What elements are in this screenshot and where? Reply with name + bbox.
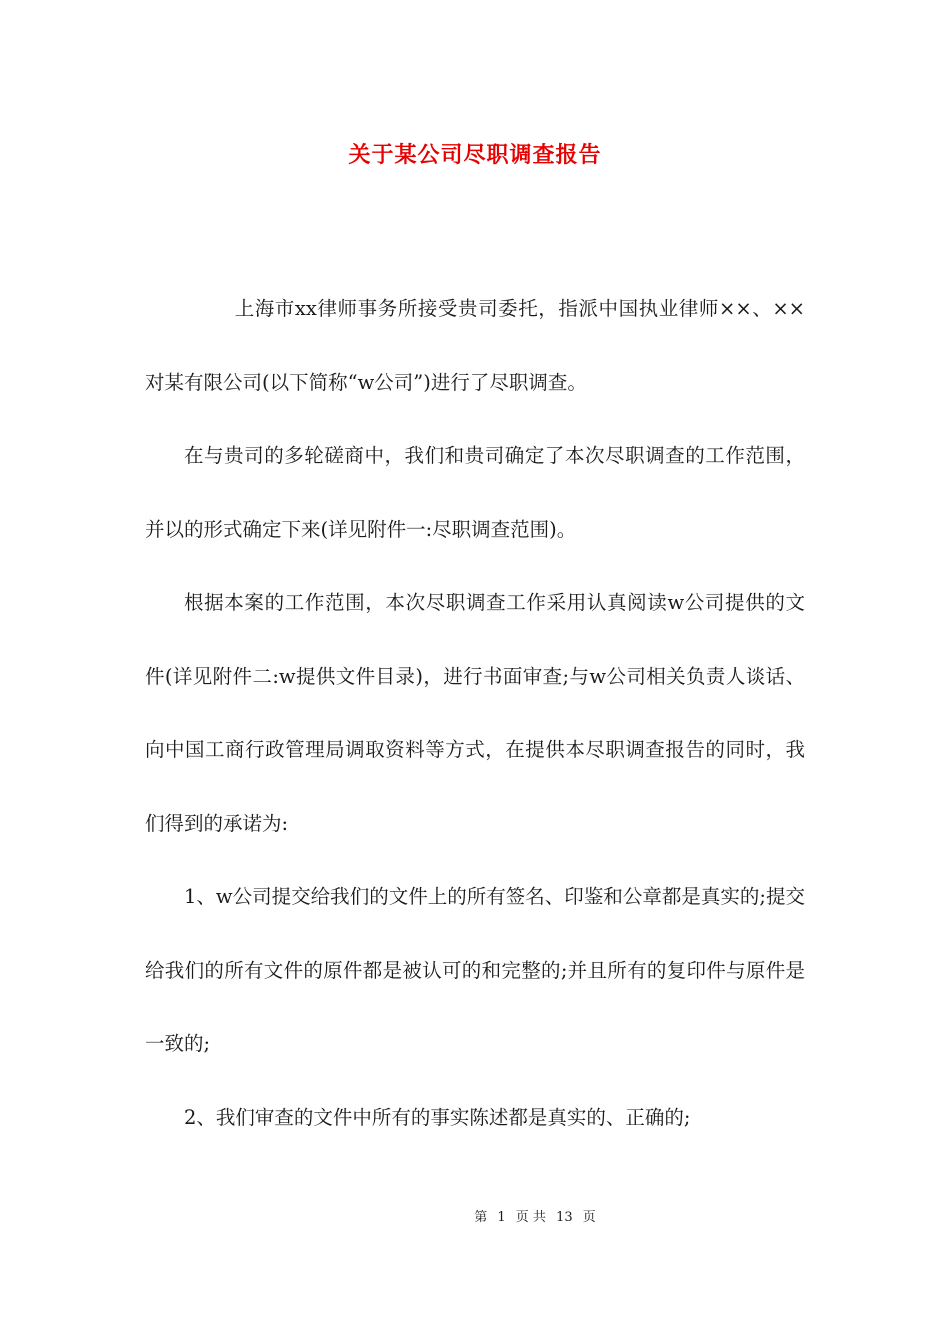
page-footer bbox=[0, 1206, 950, 1225]
footer-total-pages: 13 bbox=[556, 1210, 573, 1225]
document-title: 关于某公司尽职调查报告 bbox=[348, 143, 602, 168]
paragraph-method: 根据本案的工作范围，本次尽职调查工作采用认真阅读w公司提供的文件(详见附件二:w提供文件目录)，进行书面审查;与w公司相关负责人谈话、向中国工商行政管理局调取资料等方式，在提供本尽职调查报告的同时，我们得到的承诺为: bbox=[145, 591, 805, 835]
paragraph-scope: 在与贵司的多轮磋商中，我们和贵司确定了本次尽职调查的工作范围，并以的形式确定下来(详见附件一:尽职调查范围)。 bbox=[145, 444, 805, 541]
footer-suffix: 页 bbox=[582, 1210, 596, 1225]
document-body bbox=[145, 272, 805, 1154]
footer-prefix: 第 bbox=[474, 1210, 488, 1225]
paragraph-intro: 上海市xx律师事务所接受贵司委托，指派中国执业律师××、××对某有限公司(以下简称“w公司”)进行了尽职调查。 bbox=[145, 297, 805, 394]
footer-middle: 页 共 bbox=[515, 1210, 546, 1225]
paragraph-commitment-1: 1、w公司提交给我们的文件上的所有签名、印鉴和公章都是真实的;提交给我们的所有文件的原件都是被认可的和完整的;并且所有的复印件与原件是一致的; bbox=[145, 885, 805, 1055]
footer-current-page: 1 bbox=[497, 1210, 506, 1225]
paragraph-commitment-2: 2、我们审查的文件中所有的事实陈述都是真实的、正确的; bbox=[184, 1105, 691, 1129]
